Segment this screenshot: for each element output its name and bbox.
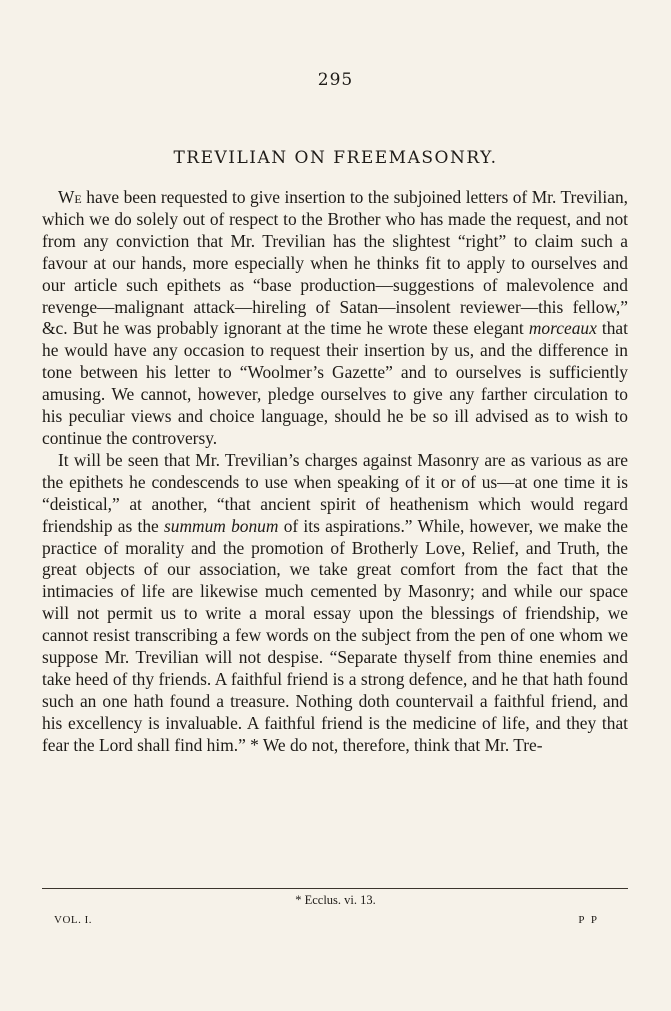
paragraph-1 (42, 187, 628, 450)
footnote-divider (42, 888, 628, 889)
italic-phrase: summum bonum (164, 515, 279, 536)
drop-word: We (58, 187, 82, 207)
signature-mark: P P (578, 914, 599, 926)
article-body (42, 187, 628, 757)
article-title: TREVILIAN ON FREEMASONRY. (173, 148, 498, 168)
paragraph-2-text-after: of its aspirations.” While, however, we make the practice of morality and the promotion of Brotherly Love, Relief, and Truth, the great objects of our association, we take great comfort from the fact that the intimacies of life are likewise much cemented by Masonry; and while our space will not permit us to write a moral essay upon the blessings of friendship, we cannot resist transcribing a few words on the subject from the pen of one whom we suppose Mr. Trevilian will not despise. “Separate thyself from thine enemies and take heed of thy friends. A faithful friend is a strong defence, and he that hath found such an one hath found a treasure. Nothing doth countervail a faithful friend, and his excellency is invaluable. A faithful friend is the medicine of life, and they that fear the Lord shall find him.” * We do not, therefore, think that Mr. Tre- (42, 515, 628, 755)
signature-volume: VOL. I. (54, 914, 93, 926)
paragraph-2-text: It will be seen that Mr. Trevilian’s charges against Masonry are as various as are the epithets he condescends to use when speaking of it or of us—at one time it is “deistical,” at another, “that ancient spirit of heathenism which would regard friendship as the (42, 449, 628, 536)
footnote: * Ecclus. vi. 13. (295, 893, 376, 907)
paragraph-1-text: have been requested to give insertion to the subjoined letters of Mr. Trevilian, which we do solely out of respect to the Brother who has made the request, and not from any conviction that Mr. Trevilian has the slightest “right” to claim such a favour at our hands, more especially when he thinks fit to apply to ourselves and our article such epithets as “base production—suggestions of malevolence and revenge—malignant attack—hireling of Satan—insolent reviewer—this fellow,” &c. But he was probably ignorant at the time he wrote these elegant (42, 187, 628, 339)
paragraph-1-text-after: that he would have any occasion to request their insertion by us, and the difference in tone between his letter to “Woolmer’s Gazette” and to ourselves is sufficiently amusing. We cannot, however, pledge ourselves to give any farther circulation to his peculiar views and choice language, should he be so ill advised as to wish to continue the controversy. (42, 318, 628, 448)
paragraph-2 (42, 450, 628, 757)
italic-phrase: morceaux (528, 318, 597, 339)
page-number: 295 (317, 70, 354, 90)
